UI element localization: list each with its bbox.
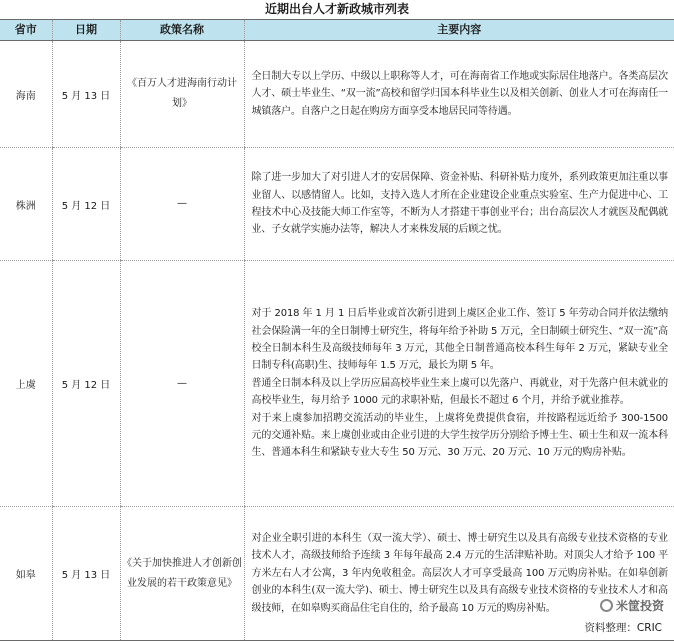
- table-row: [0, 41, 674, 148]
- table-row: [0, 148, 674, 261]
- header-main-content: 主要内容: [244, 20, 674, 41]
- table-row: [0, 507, 674, 641]
- content-paragraph: 除了进一步加大了对引进人才的安居保障、资金补贴、科研补贴力度外，系列政策更加注重以事业留人、以感情留人。比如，支持入选人才所在企业建设企业重点实验室、生产力促进中心、工程技术中心及技能大师工作室等，不断为人才搭建干事创业平台；出台高层次人才就医及配偶就业、子女就学实施办法等，解决人才来株发展的后顾之忧。: [251, 172, 668, 236]
- cell-policy-name: 《百万人才进海南行动计划》: [120, 41, 244, 148]
- content-paragraph: 普通全日制本科及以上学历应届高校毕业生来上虞可以先落户、再就业，对于先落户但未就业的高校毕业生，每月给予 1000 元的求职补贴，但最长不超过 6 个月，并给予就业推荐。: [251, 377, 668, 407]
- cell-content: [244, 41, 674, 148]
- cell-city: 海南: [0, 41, 52, 148]
- header-date: 日期: [52, 20, 120, 41]
- header-policy-name: 政策名称: [120, 20, 244, 41]
- watermark-text: 米筐投资: [615, 599, 664, 613]
- cell-date: 5 月 13 日: [52, 41, 120, 148]
- header-city: 省市: [0, 20, 52, 41]
- cell-city: 如皋: [0, 507, 52, 641]
- cell-content: [244, 261, 674, 507]
- table-row: [0, 261, 674, 507]
- cell-date: 5 月 12 日: [52, 261, 120, 507]
- content-paragraph: 对于 2018 年 1 月 1 日后毕业或首次新引进到上虞区企业工作、签订 5 年劳动合同并依法缴纳社会保险满一年的全日制博士研究生，将每年给予补助 5 万元，全日制硕士研究生、“双一流”高校全日制本科生及高级技师每年 3 万元，其他全日制普通高校本科生每年 2 万元，紧缺专业全日制专科(高职)生、技师每年 1.5 万元，最长为期 5 年。: [251, 308, 668, 372]
- source-credit: 资料整理：CRIC: [584, 622, 662, 634]
- page-title: 近期出台人才新政城市列表: [264, 2, 409, 16]
- content-paragraph: 全日制大专以上学历、中级以上职称等人才，可在海南省工作地或实际居住地落户。各类高层次人才、硕士毕业生、“双一流”高校和留学归国本科毕业生以及相关创新、创业人才可在海南任一城镇落户。自落户之日起在购房方面享受本地居民同等待遇。: [251, 70, 668, 117]
- cell-date: 5 月 13 日: [52, 507, 120, 641]
- wechat-logo-icon: [600, 599, 613, 612]
- content-paragraph: 对于来上虞参加招聘交流活动的毕业生，上虞将免费提供食宿，并按路程远近给予 300-1500 元的交通补贴。来上虞创业或由企业引进的大学生按学历分别给予博士生、硕士生和双一流本科生、普通本科生和紧缺专业大专生 50 万元、30 万元、20 万元、10 万元的购房补贴。: [251, 412, 668, 459]
- cell-policy-name: —: [120, 261, 244, 507]
- cell-city: 株洲: [0, 148, 52, 261]
- cell-policy-name: —: [120, 148, 244, 261]
- watermark: [600, 597, 664, 614]
- cell-content: [244, 148, 674, 261]
- table-header-row: [0, 20, 674, 41]
- cell-policy-name: 《关于加快推进人才创新创业发展的若干政策意见》: [120, 507, 244, 641]
- cell-city: 上虞: [0, 261, 52, 507]
- policy-table: [0, 19, 674, 641]
- content-paragraph: 对企业全职引进的本科生（双一流大学）、硕士、博士研究生以及具有高级专业技术资格的专业技术人才，高级技师给予连续 3 年每年最高 2.4 万元的生活津贴补助。对顶尖人才给予 100 平方米左右人才公寓，3 年内免收租金。高层次人才可享受最高 100 万元购房补贴。在如皋创新创业的本科生(双一流大学)、硕士、博士研究生以及具有高级专业技术资格的专业技术人才和高级技师，在如皋购买商品住宅自住的，给予最高 10 万元的购房补贴。: [251, 532, 668, 614]
- cell-date: 5 月 12 日: [52, 148, 120, 261]
